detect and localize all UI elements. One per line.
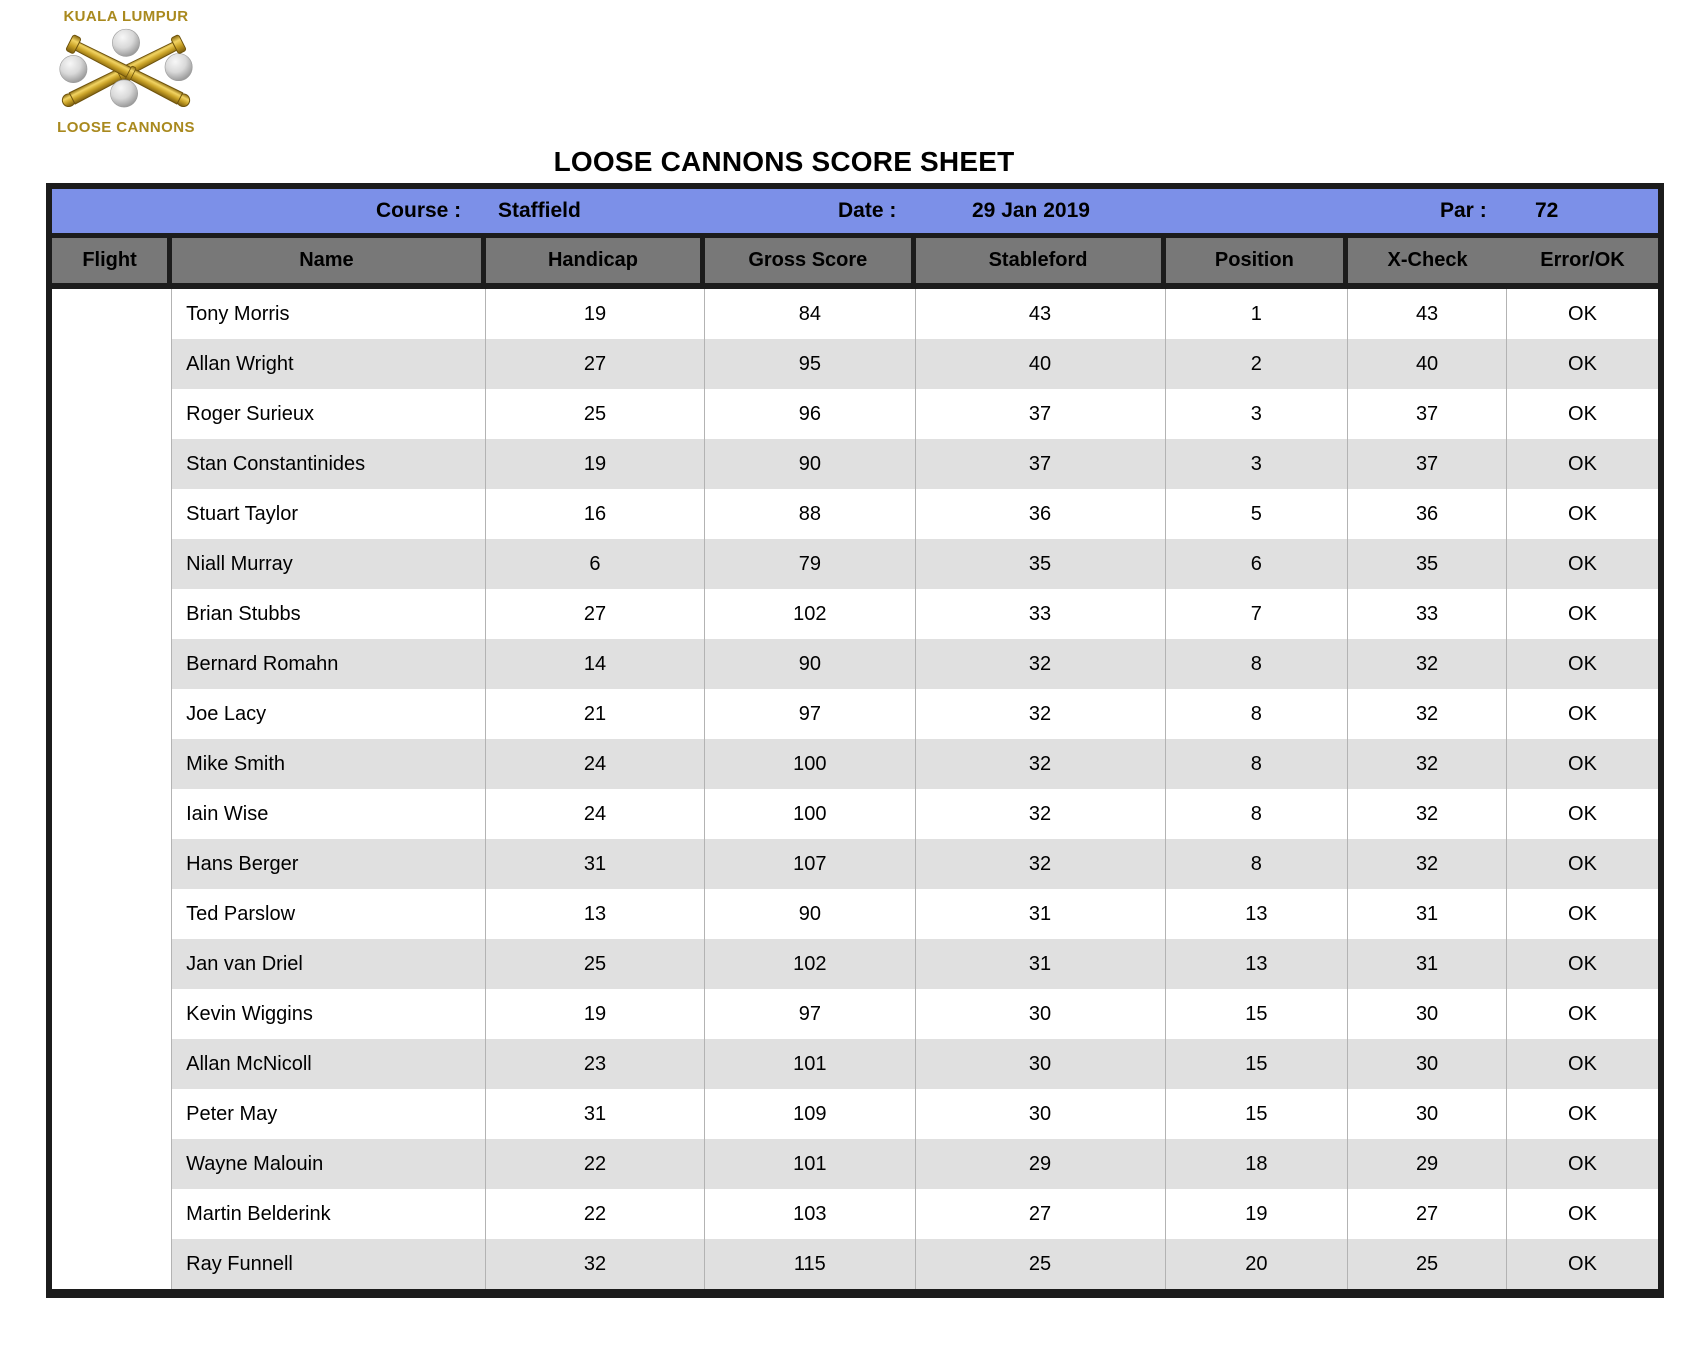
cell-xcheck: 37 bbox=[1348, 389, 1507, 439]
cell-gross: 102 bbox=[705, 939, 915, 989]
cell-xcheck: 35 bbox=[1348, 539, 1507, 589]
cell-status: OK bbox=[1568, 1202, 1597, 1225]
cell-gross: 96 bbox=[705, 389, 915, 439]
cell-stableford: 31 bbox=[916, 939, 1166, 989]
cell-handicap: 25 bbox=[486, 939, 705, 989]
cell-xcheck: 31 bbox=[1348, 889, 1507, 939]
cell-name: Kevin Wiggins bbox=[172, 989, 486, 1039]
cell-name: Stuart Taylor bbox=[172, 489, 486, 539]
cell-position: 3 bbox=[1166, 389, 1349, 439]
par-value: 72 bbox=[1535, 199, 1559, 222]
cell-flight bbox=[52, 889, 172, 939]
cell-handicap: 27 bbox=[486, 339, 705, 389]
cell-stableford: 37 bbox=[916, 389, 1166, 439]
table-row bbox=[52, 839, 1658, 889]
cell-status: OK bbox=[1507, 539, 1658, 589]
club-logo bbox=[46, 8, 206, 136]
cell-status: OK bbox=[1568, 702, 1597, 725]
cell-name: Roger Surieux bbox=[172, 389, 486, 439]
table-row bbox=[52, 939, 1658, 989]
cell-position: 8 bbox=[1166, 739, 1349, 789]
cell-xcheck: 30 bbox=[1348, 1089, 1507, 1139]
cell-status: OK bbox=[1568, 1102, 1597, 1125]
cell-gross: 102 bbox=[705, 589, 915, 639]
cell-handicap: 25 bbox=[486, 389, 705, 439]
cell-gross: 109 bbox=[705, 1089, 915, 1139]
course-label: Course : bbox=[376, 199, 462, 222]
cell-flight bbox=[52, 589, 172, 639]
cell-name: Allan Wright bbox=[172, 339, 486, 389]
par-label: Par : bbox=[1440, 199, 1487, 222]
table-row bbox=[52, 1089, 1658, 1139]
cell-position: 15 bbox=[1166, 989, 1349, 1039]
cell-name: Mike Smith bbox=[172, 739, 486, 789]
column-header-handicap: Handicap bbox=[486, 238, 705, 283]
cell-gross: 90 bbox=[705, 439, 915, 489]
cell-status: OK bbox=[1507, 639, 1658, 689]
cell-position: 15 bbox=[1166, 1039, 1349, 1089]
cell-handicap: 14 bbox=[486, 639, 705, 689]
cell-stableford: 32 bbox=[916, 689, 1166, 739]
cell-position: 20 bbox=[1166, 1239, 1349, 1289]
date-label: Date : bbox=[838, 199, 897, 222]
cell-flight bbox=[52, 639, 172, 689]
table-row bbox=[52, 439, 1658, 489]
cell-handicap: 19 bbox=[486, 439, 705, 489]
table-row bbox=[52, 889, 1658, 939]
cell-flight bbox=[52, 1239, 172, 1289]
cell-flight bbox=[52, 1189, 172, 1239]
cell-name: Brian Stubbs bbox=[172, 589, 486, 639]
cell-status: OK bbox=[1568, 402, 1597, 425]
column-header-flight: Flight bbox=[52, 238, 172, 283]
cell-gross: 107 bbox=[705, 839, 915, 889]
cell-handicap: 24 bbox=[486, 739, 705, 789]
cell-flight bbox=[52, 539, 172, 589]
cell-flight bbox=[52, 339, 172, 389]
cell-handicap: 22 bbox=[486, 1189, 705, 1239]
cell-position: 8 bbox=[1166, 689, 1349, 739]
cell-status: OK bbox=[1507, 739, 1658, 789]
cell-handicap: 31 bbox=[486, 839, 705, 889]
cell-position: 6 bbox=[1166, 539, 1349, 589]
cell-handicap: 19 bbox=[486, 289, 705, 339]
cell-position: 8 bbox=[1166, 639, 1349, 689]
cell-name: Wayne Malouin bbox=[172, 1139, 486, 1189]
cell-status: OK bbox=[1507, 939, 1658, 989]
cell-gross: 95 bbox=[705, 339, 915, 389]
cell-position: 8 bbox=[1166, 839, 1349, 889]
cell-flight bbox=[52, 989, 172, 1039]
cell-name: Hans Berger bbox=[172, 839, 486, 889]
cell-stableford: 32 bbox=[916, 739, 1166, 789]
cell-stableford: 33 bbox=[916, 589, 1166, 639]
cell-handicap: 13 bbox=[486, 889, 705, 939]
cell-status: OK bbox=[1568, 902, 1597, 925]
cell-status: OK bbox=[1507, 439, 1658, 489]
table-row bbox=[52, 789, 1658, 839]
cell-handicap: 32 bbox=[486, 1239, 705, 1289]
cell-flight bbox=[52, 1089, 172, 1139]
cell-gross: 101 bbox=[705, 1139, 915, 1189]
cell-stableford: 30 bbox=[916, 1039, 1166, 1089]
cell-gross: 79 bbox=[705, 539, 915, 589]
cell-name: Bernard Romahn bbox=[172, 639, 486, 689]
cell-stableford: 43 bbox=[916, 289, 1166, 339]
cell-stableford: 36 bbox=[916, 489, 1166, 539]
cell-status: OK bbox=[1507, 839, 1658, 889]
cell-position: 1 bbox=[1166, 289, 1349, 339]
cell-xcheck: 31 bbox=[1348, 939, 1507, 989]
cell-flight bbox=[52, 489, 172, 539]
cell-stableford: 30 bbox=[916, 1089, 1166, 1139]
cell-handicap: 23 bbox=[486, 1039, 705, 1089]
cell-xcheck: 43 bbox=[1348, 289, 1507, 339]
table-row bbox=[52, 1189, 1658, 1239]
table-row bbox=[52, 739, 1658, 789]
cell-position: 8 bbox=[1166, 789, 1349, 839]
cell-xcheck: 37 bbox=[1348, 439, 1507, 489]
cell-flight bbox=[52, 739, 172, 789]
cell-xcheck: 30 bbox=[1348, 989, 1507, 1039]
cell-flight bbox=[52, 1039, 172, 1089]
cell-handicap: 19 bbox=[486, 989, 705, 1039]
table-row bbox=[52, 989, 1658, 1039]
cell-xcheck: 32 bbox=[1348, 789, 1507, 839]
table-row bbox=[52, 589, 1658, 639]
cell-name: Stan Constantinides bbox=[172, 439, 486, 489]
cell-gross: 100 bbox=[705, 739, 915, 789]
cell-gross: 88 bbox=[705, 489, 915, 539]
cell-stableford: 32 bbox=[916, 789, 1166, 839]
date-value: 29 Jan 2019 bbox=[972, 199, 1090, 222]
cell-gross: 90 bbox=[705, 889, 915, 939]
table-row bbox=[52, 339, 1658, 389]
cell-handicap: 21 bbox=[486, 689, 705, 739]
table-row bbox=[52, 1139, 1658, 1189]
table-row bbox=[52, 639, 1658, 689]
cell-xcheck: 30 bbox=[1348, 1039, 1507, 1089]
cell-flight bbox=[52, 789, 172, 839]
cell-position: 19 bbox=[1166, 1189, 1349, 1239]
cell-name: Peter May bbox=[172, 1089, 486, 1139]
cell-flight bbox=[52, 439, 172, 489]
cell-xcheck: 29 bbox=[1348, 1139, 1507, 1189]
cell-stableford: 31 bbox=[916, 889, 1166, 939]
cell-name: Martin Belderink bbox=[172, 1189, 486, 1239]
cell-status: OK bbox=[1507, 1139, 1658, 1189]
cell-handicap: 31 bbox=[486, 1089, 705, 1139]
table-row bbox=[52, 1239, 1658, 1289]
column-header-stableford: Stableford bbox=[916, 238, 1166, 283]
cell-status: OK bbox=[1507, 1039, 1658, 1089]
cell-position: 2 bbox=[1166, 339, 1349, 389]
cell-handicap: 16 bbox=[486, 489, 705, 539]
cell-status: OK bbox=[1568, 1002, 1597, 1025]
cell-stableford: 40 bbox=[916, 339, 1166, 389]
cell-xcheck: 32 bbox=[1348, 739, 1507, 789]
table-row bbox=[52, 389, 1658, 439]
cell-handicap: 22 bbox=[486, 1139, 705, 1189]
cell-position: 5 bbox=[1166, 489, 1349, 539]
cell-name: Ray Funnell bbox=[172, 1239, 486, 1289]
cell-name: Joe Lacy bbox=[172, 689, 486, 739]
table-row bbox=[52, 539, 1658, 589]
cell-position: 18 bbox=[1166, 1139, 1349, 1189]
logo-bottom-text: LOOSE CANNONS bbox=[57, 119, 195, 136]
column-header-position: Position bbox=[1166, 238, 1349, 283]
cell-handicap: 27 bbox=[486, 589, 705, 639]
table-row bbox=[52, 689, 1658, 739]
logo-top-text: KUALA LUMPUR bbox=[63, 8, 189, 25]
cell-stableford: 27 bbox=[916, 1189, 1166, 1239]
column-header-gross-score: Gross Score bbox=[705, 238, 915, 283]
cell-xcheck: 33 bbox=[1348, 589, 1507, 639]
cell-xcheck: 40 bbox=[1348, 339, 1507, 389]
cell-position: 3 bbox=[1166, 439, 1349, 489]
cell-position: 7 bbox=[1166, 589, 1349, 639]
cell-flight bbox=[52, 289, 172, 339]
cell-stableford: 37 bbox=[916, 439, 1166, 489]
cell-gross: 97 bbox=[705, 989, 915, 1039]
cell-status: OK bbox=[1568, 802, 1597, 825]
cell-stableford: 25 bbox=[916, 1239, 1166, 1289]
course-value: Staffield bbox=[498, 199, 581, 222]
cell-gross: 84 bbox=[705, 289, 915, 339]
cell-stableford: 32 bbox=[916, 639, 1166, 689]
column-header-name: Name bbox=[172, 238, 486, 283]
cell-xcheck: 32 bbox=[1348, 839, 1507, 889]
cell-xcheck: 27 bbox=[1348, 1189, 1507, 1239]
cell-flight bbox=[52, 689, 172, 739]
cell-status: OK bbox=[1507, 339, 1658, 389]
cell-flight bbox=[52, 389, 172, 439]
cell-name: Tony Morris bbox=[172, 289, 486, 339]
table-row bbox=[52, 1039, 1658, 1089]
cell-name: Allan McNicoll bbox=[172, 1039, 486, 1089]
cell-gross: 90 bbox=[705, 639, 915, 689]
cell-status: OK bbox=[1568, 502, 1597, 525]
table-row bbox=[52, 489, 1658, 539]
table-row bbox=[52, 289, 1658, 339]
cell-status: OK bbox=[1568, 302, 1597, 325]
table-body bbox=[52, 289, 1658, 1289]
cell-gross: 115 bbox=[705, 1239, 915, 1289]
cell-name: Iain Wise bbox=[172, 789, 486, 839]
cell-handicap: 6 bbox=[486, 539, 705, 589]
cell-stableford: 32 bbox=[916, 839, 1166, 889]
cell-stableford: 30 bbox=[916, 989, 1166, 1039]
cell-position: 15 bbox=[1166, 1089, 1349, 1139]
column-header-error-ok: Error/OK bbox=[1540, 249, 1625, 271]
cell-status: OK bbox=[1568, 602, 1597, 625]
cell-gross: 100 bbox=[705, 789, 915, 839]
cell-stableford: 35 bbox=[916, 539, 1166, 589]
cell-gross: 97 bbox=[705, 689, 915, 739]
cell-name: Ted Parslow bbox=[172, 889, 486, 939]
cell-position: 13 bbox=[1166, 889, 1349, 939]
cell-xcheck: 25 bbox=[1348, 1239, 1507, 1289]
page-title: LOOSE CANNONS SCORE SHEET bbox=[553, 146, 1015, 177]
banner-row bbox=[52, 189, 1658, 238]
cell-status: OK bbox=[1507, 1239, 1658, 1289]
column-header-x-check: X-Check bbox=[1387, 249, 1468, 271]
cell-gross: 101 bbox=[705, 1039, 915, 1089]
cell-position: 13 bbox=[1166, 939, 1349, 989]
cell-name: Niall Murray bbox=[172, 539, 486, 589]
cell-gross: 103 bbox=[705, 1189, 915, 1239]
cell-handicap: 24 bbox=[486, 789, 705, 839]
cell-xcheck: 32 bbox=[1348, 639, 1507, 689]
cell-flight bbox=[52, 939, 172, 989]
cell-xcheck: 32 bbox=[1348, 689, 1507, 739]
cell-flight bbox=[52, 839, 172, 889]
table-header-row bbox=[52, 238, 1658, 289]
cell-stableford: 29 bbox=[916, 1139, 1166, 1189]
crossed-cannons-icon bbox=[50, 26, 202, 118]
score-table bbox=[46, 183, 1664, 1298]
cell-name: Jan van Driel bbox=[172, 939, 486, 989]
cell-xcheck: 36 bbox=[1348, 489, 1507, 539]
cell-flight bbox=[52, 1139, 172, 1189]
